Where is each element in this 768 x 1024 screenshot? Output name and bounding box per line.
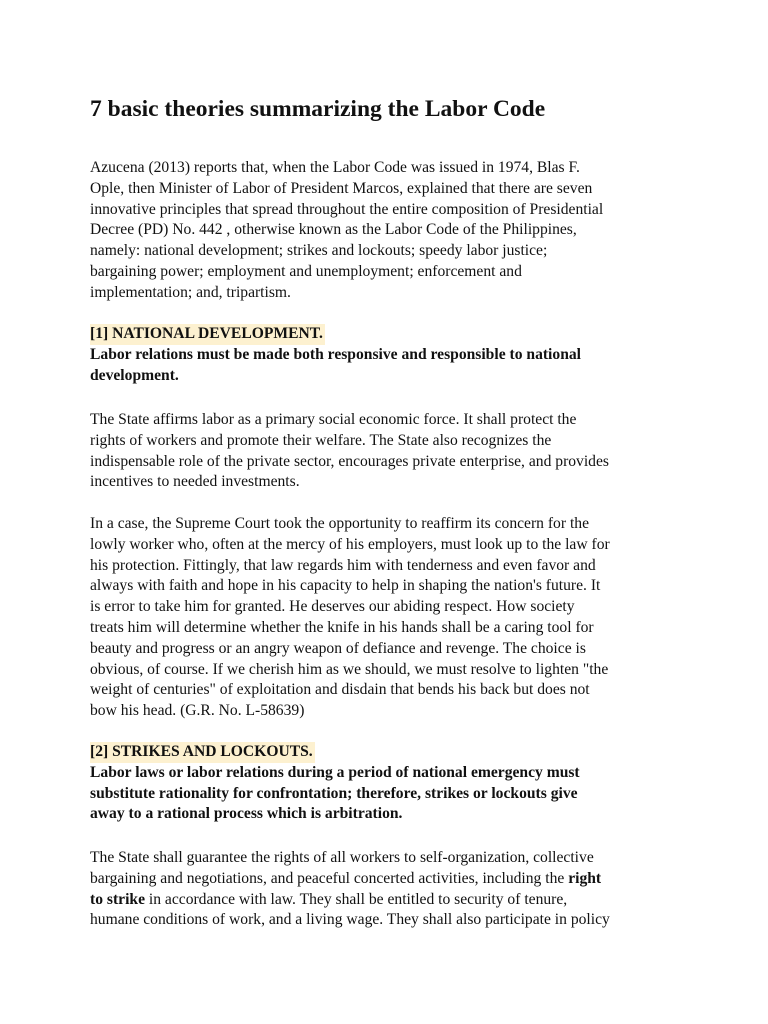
text-line: lowly worker who, often at the mercy of his employers, must look up to the law for: [90, 535, 610, 553]
text-line: bow his head. (G.R. No. L-58639): [90, 702, 305, 720]
section-summary-line: substitute rationality for confrontation; therefore, strikes or lockouts give: [90, 784, 578, 802]
text-line: bargaining power; employment and unemployment; enforcement and: [90, 262, 522, 280]
section-heading: [1] NATIONAL DEVELOPMENT.: [90, 324, 325, 345]
text-line: obvious, of course. If we cherish him as we should, we must resolve to lighten "the: [90, 660, 609, 678]
intro-paragraph: [90, 158, 603, 304]
document-title: 7 basic theories summarizing the Labor Code: [90, 96, 546, 122]
text-line: Ople, then Minister of Labor of President Marcos, explained that there are seven: [90, 179, 593, 197]
text-line: implementation; and, tripartism.: [90, 283, 291, 301]
text-line: rights of workers and promote their welfare. The State also recognizes the: [90, 431, 552, 449]
section2-paragraph-1: [90, 848, 610, 931]
text-line: [90, 869, 610, 890]
section1-paragraph-2: [90, 514, 610, 722]
section1-paragraph-1: [90, 410, 609, 493]
emphasis-to-strike: to strike: [90, 890, 145, 908]
text-line: innovative principles that spread throughout the entire composition of Presidential: [90, 200, 604, 218]
text-line: indispensable role of the private sector, encourages private enterprise, and provides: [90, 452, 609, 470]
text-line: [90, 890, 610, 911]
text-line: Decree (PD) No. 442 , otherwise known as the Labor Code of the Philippines,: [90, 221, 577, 239]
text-line: weight of centuries" of exploitation and disdain that bends his back but does not: [90, 681, 590, 699]
section-summary-line: development.: [90, 366, 179, 384]
text-line: always with faith and hope in his capacity to help in shaping the nation's future. It: [90, 577, 601, 595]
text-line: The State affirms labor as a primary social economic force. It shall protect the: [90, 411, 577, 428]
text-line: humane conditions of work, and a living wage. They shall also participate in policy: [90, 911, 610, 929]
text-line: his protection. Fittingly, that law regards him with tenderness and even favor and: [90, 556, 596, 574]
section-heading: [2] STRIKES AND LOCKOUTS.: [90, 742, 315, 763]
text-line: Azucena (2013) reports that, when the Labor Code was issued in 1974, Blas F.: [90, 159, 580, 176]
text-line: beauty and progress or an angry weapon of defiance and revenge. The choice is: [90, 639, 586, 657]
section-summary-line: Labor relations must be made both responsive and responsible to national: [90, 345, 581, 363]
text-segment: in accordance with law. They shall be entitled to security of tenure,: [145, 890, 568, 908]
section-summary-line: Labor laws or labor relations during a period of national emergency must: [90, 763, 580, 781]
text-line: incentives to needed investments.: [90, 473, 300, 491]
section-summary-line: away to a rational process which is arbitration.: [90, 805, 403, 823]
text-line: In a case, the Supreme Court took the opportunity to reaffirm its concern for the: [90, 515, 589, 532]
text-line: The State shall guarantee the rights of all workers to self-organization, collective: [90, 849, 594, 866]
text-line: is error to take him for granted. He deserves our abiding respect. How society: [90, 598, 575, 616]
text-line: namely: national development; strikes and lockouts; speedy labor justice;: [90, 242, 548, 260]
text-line: treats him will determine whether the knife in his hands shall be a caring tool for: [90, 618, 594, 636]
section-strikes-lockouts: [90, 742, 580, 825]
section-national-development: [90, 324, 581, 386]
emphasis-right: right: [568, 869, 602, 887]
text-segment: bargaining and negotiations, and peaceful concerted activities, including the: [90, 869, 569, 887]
